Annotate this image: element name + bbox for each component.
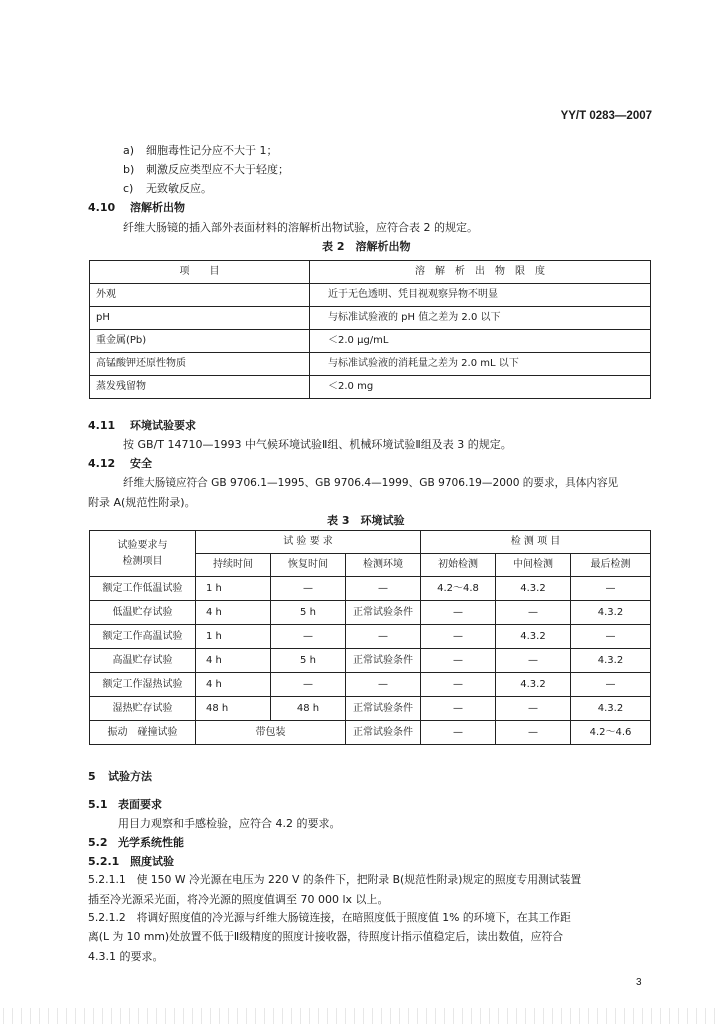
table3-subheader-initial: 初始检测 xyxy=(421,554,496,577)
table3-row2-label: 低温贮存试验 xyxy=(90,601,196,625)
table3-subheader-env: 检测环境 xyxy=(346,554,421,577)
list-item-c-marker: c) xyxy=(123,182,134,195)
table-row xyxy=(90,673,651,697)
table3-row3-env: — xyxy=(346,625,421,649)
table2-row1-item: 外观 xyxy=(90,284,310,307)
table3-header-row-1 xyxy=(90,531,651,554)
table2 xyxy=(89,260,651,399)
section-5-2-1-2-line1: 5.2.1.2 将调好照度值的冷光源与纤维大肠镜连接，在暗照度低于照度值 1% 的环境下，在其工作距 xyxy=(88,911,571,924)
table2-row5-item: 蒸发残留物 xyxy=(90,376,310,399)
section-5-2-number: 5.2 xyxy=(88,836,108,849)
table3-row4-final: 4.3.2 xyxy=(571,649,651,673)
table3-row5-label: 额定工作湿热试验 xyxy=(90,673,196,697)
table3-row2-final: 4.3.2 xyxy=(571,601,651,625)
table3-row4-env: 正常试验条件 xyxy=(346,649,421,673)
table2-header-limit: 溶 解 析 出 物 限 度 xyxy=(310,261,651,284)
table3-row1-intermediate: 4.3.2 xyxy=(496,577,571,601)
table3-row3-initial: — xyxy=(421,625,496,649)
section-4-12-title: 安全 xyxy=(130,457,152,470)
table3-subheader-final: 最后检测 xyxy=(571,554,651,577)
section-4-10-number: 4.10 xyxy=(88,201,116,214)
section-5-2-1-2-line2: 离(L 为 10 mm)处放置不低于Ⅱ级精度的照度计接收器，待照度计指示值稳定后，读出数值，应符合 xyxy=(88,930,564,943)
table3-row5-initial: — xyxy=(421,673,496,697)
table3-row7-final: 4.2～4.6 xyxy=(571,721,651,745)
table2-header-row xyxy=(90,261,651,284)
table3-row5-final: — xyxy=(571,673,651,697)
table3-header-left-line1: 试验要求与 xyxy=(117,540,168,551)
table3-row5-intermediate: 4.3.2 xyxy=(496,673,571,697)
table3-row1-label: 额定工作低温试验 xyxy=(90,577,196,601)
table2-row4-item: 高锰酸钾还原性物质 xyxy=(90,353,310,376)
section-5-2-1-1-line1: 5.2.1.1 使 150 W 冷光源在电压为 220 V 的条件下，把附录 B(规范性附录)规定的照度专用测试装置 xyxy=(88,873,582,886)
table-row xyxy=(90,697,651,721)
section-4-12-number: 4.12 xyxy=(88,457,116,470)
table3-group-inspection: 检 测 项 目 xyxy=(421,531,651,554)
section-5-2-1-1-line2: 插至冷光源采光面，将冷光源的照度值调至 70 000 lx 以上。 xyxy=(88,893,389,906)
list-item-a-text: 细胞毒性记分应不大于 1； xyxy=(146,144,278,157)
section-5-2-1-2-line3: 4.3.1 的要求。 xyxy=(88,950,164,963)
table-row xyxy=(90,649,651,673)
table3-subheader-duration: 持续时间 xyxy=(196,554,271,577)
section-4-12-body-line2: 附录 A(规范性附录)。 xyxy=(88,496,196,509)
section-4-11-number: 4.11 xyxy=(88,419,116,432)
table3-row2-recovery: 5 h xyxy=(271,601,346,625)
table3-row1-final: — xyxy=(571,577,651,601)
table-row xyxy=(90,307,651,330)
table3-header-left xyxy=(90,531,196,577)
list-item-a-marker: a) xyxy=(123,144,135,157)
table2-row3-limit: ＜2.0 μg/mL xyxy=(310,330,651,353)
table2-caption: 表 2 溶解析出物 xyxy=(322,240,411,253)
standard-code: YY/T 0283—2007 xyxy=(560,110,652,122)
table3-row3-final: — xyxy=(571,625,651,649)
section-5-title: 试验方法 xyxy=(108,770,152,783)
table3-row5-env: — xyxy=(346,673,421,697)
section-4-12-body-line1: 纤维大肠镜应符合 GB 9706.1—1995、GB 9706.4—1999、GB 9706.19—2000 的要求，具体内容见 xyxy=(123,477,619,489)
table2-row4-limit: 与标准试验液的消耗量之差为 2.0 mL 以下 xyxy=(310,353,651,376)
section-4-11-body: 按 GB/T 14710—1993 中气候环境试验Ⅱ组、机械环境试验Ⅱ组及表 3 的规定。 xyxy=(123,438,512,451)
list-item-b-marker: b) xyxy=(123,163,135,176)
table-row xyxy=(90,721,651,745)
list-item-b-text: 刺激反应类型应不大于轻度； xyxy=(146,163,289,176)
table3-row7-initial: — xyxy=(421,721,496,745)
table3-row4-duration: 4 h xyxy=(196,649,271,673)
section-4-10-title: 溶解析出物 xyxy=(130,201,185,214)
table3-row2-duration: 4 h xyxy=(196,601,271,625)
table3-group-test-req: 试 验 要 求 xyxy=(196,531,421,554)
section-5-2-title: 光学系统性能 xyxy=(118,836,184,849)
table-row xyxy=(90,577,651,601)
table3-row2-initial: — xyxy=(421,601,496,625)
list-item-c-text: 无致敏反应。 xyxy=(146,182,212,195)
section-5-1-number: 5.1 xyxy=(88,798,108,811)
table3-row6-initial: — xyxy=(421,697,496,721)
table3-row4-recovery: 5 h xyxy=(271,649,346,673)
table-row xyxy=(90,353,651,376)
table2-row5-limit: ＜2.0 mg xyxy=(310,376,651,399)
table-row xyxy=(90,625,651,649)
table3-row7-intermediate: — xyxy=(496,721,571,745)
table3-row4-initial: — xyxy=(421,649,496,673)
table3-row4-intermediate: — xyxy=(496,649,571,673)
table3-row1-duration: 1 h xyxy=(196,577,271,601)
table3-row7-merged: 带包装 xyxy=(196,721,346,745)
table3-subheader-intermediate: 中间检测 xyxy=(496,554,571,577)
section-5-2-1-number: 5.2.1 xyxy=(88,855,120,868)
table3-row3-recovery: — xyxy=(271,625,346,649)
table-row xyxy=(90,330,651,353)
section-5-1-title: 表面要求 xyxy=(118,798,162,811)
table3-row6-final: 4.3.2 xyxy=(571,697,651,721)
table3-row1-env: — xyxy=(346,577,421,601)
table3-row3-label: 额定工作高温试验 xyxy=(90,625,196,649)
section-4-11-title: 环境试验要求 xyxy=(130,419,196,432)
page-number: 3 xyxy=(636,977,642,988)
table3-row6-intermediate: — xyxy=(496,697,571,721)
table-row xyxy=(90,601,651,625)
table3-row7-env: 正常试验条件 xyxy=(346,721,421,745)
scan-noise-strip xyxy=(0,1008,716,1024)
table2-header-item: 项 目 xyxy=(90,261,310,284)
table3-caption: 表 3 环境试验 xyxy=(327,514,405,527)
table2-row1-limit: 近于无色透明、凭目视观察异物不明显 xyxy=(310,284,651,307)
table2-row3-item: 重金属(Pb) xyxy=(90,330,310,353)
table3-row6-duration: 48 h xyxy=(196,697,271,721)
table3-row5-recovery: — xyxy=(271,673,346,697)
table3-row7-label: 振动 碰撞试验 xyxy=(90,721,196,745)
table-row xyxy=(90,376,651,399)
section-5-number: 5 xyxy=(88,770,96,783)
table3-row6-recovery: 48 h xyxy=(271,697,346,721)
table3-row2-intermediate: — xyxy=(496,601,571,625)
table2-row2-limit: 与标准试验液的 pH 值之差为 2.0 以下 xyxy=(310,307,651,330)
table3-row3-intermediate: 4.3.2 xyxy=(496,625,571,649)
table3-header-left-line2: 检测项目 xyxy=(122,555,163,567)
table3-row3-duration: 1 h xyxy=(196,625,271,649)
table3 xyxy=(89,530,651,745)
table3-row2-env: 正常试验条件 xyxy=(346,601,421,625)
table3-row5-duration: 4 h xyxy=(196,673,271,697)
table3-row6-env: 正常试验条件 xyxy=(346,697,421,721)
table3-row6-label: 湿热贮存试验 xyxy=(90,697,196,721)
section-5-2-1-title: 照度试验 xyxy=(130,855,174,868)
table2-row2-item: pH xyxy=(90,307,310,330)
table3-row1-initial: 4.2～4.8 xyxy=(421,577,496,601)
section-4-10-body: 纤维大肠镜的插入部外表面材料的溶解析出物试验，应符合表 2 的规定。 xyxy=(123,221,478,234)
table-row xyxy=(90,284,651,307)
table3-subheader-recovery: 恢复时间 xyxy=(271,554,346,577)
table3-row4-label: 高温贮存试验 xyxy=(90,649,196,673)
section-5-1-body: 用目力观察和手感检验，应符合 4.2 的要求。 xyxy=(118,817,341,830)
table3-row1-recovery: — xyxy=(271,577,346,601)
